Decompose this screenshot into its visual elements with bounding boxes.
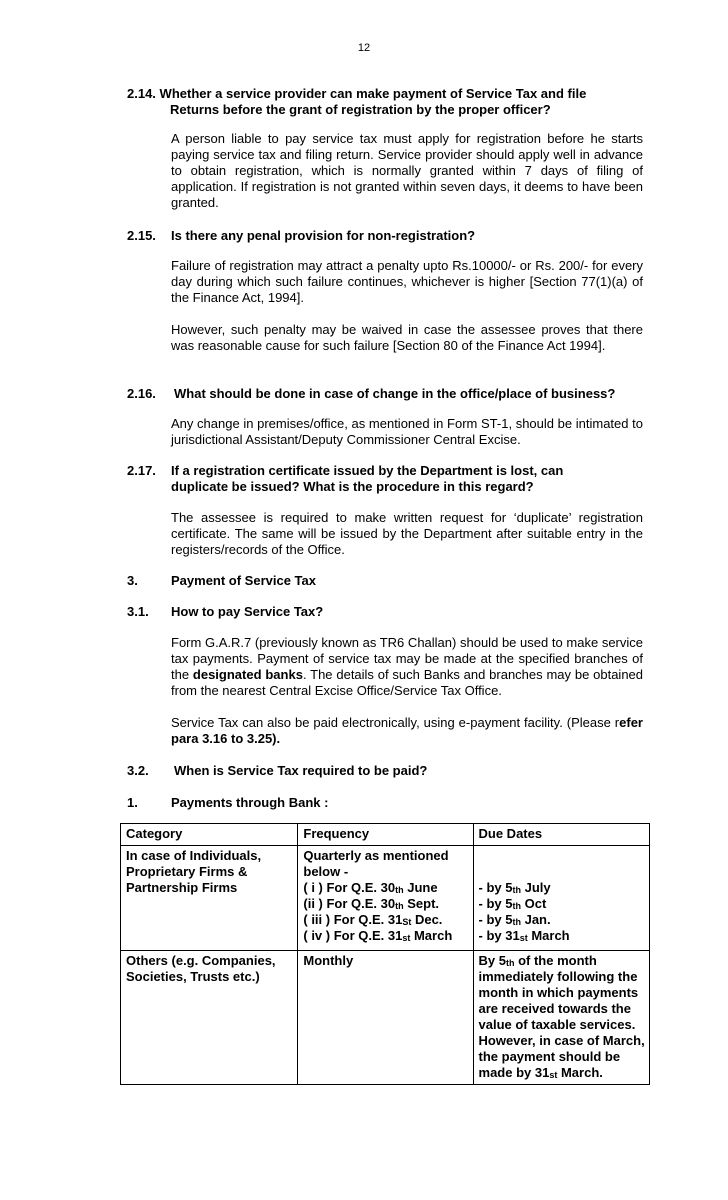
- question-text: When is Service Tax required to be paid?: [174, 763, 428, 778]
- question-text: How to pay Service Tax?: [171, 604, 324, 619]
- category-cell: In case of Individuals, Proprietary Firms & Partnership Firms: [121, 846, 298, 951]
- question-2-14: [127, 86, 647, 118]
- question-number: 2.15.: [127, 228, 156, 243]
- category-cell: Others (e.g. Companies, Societies, Trusts etc.): [121, 951, 298, 1085]
- table-header: Due Dates: [473, 824, 649, 846]
- section-heading-3: [127, 573, 647, 589]
- answer-3-1-part1: [171, 635, 643, 699]
- question-3-2: [127, 763, 647, 779]
- answer-2-16: Any change in premises/office, as mentioned in Form ST-1, should be intimated to jurisdictional Assistant/Deputy Commissioner Central Excise.: [171, 416, 643, 447]
- subheading-1: [127, 795, 647, 811]
- answer-2-15-part1: Failure of registration may attract a penalty upto Rs.10000/- or Rs. 200/- for every day during which such failure continues, whichever is higher [Section 77(1)(a) of the Finance Act, 1994].: [171, 258, 643, 305]
- frequency-item: ( iv ) For Q.E. $31_{st}$ March: [303, 928, 453, 943]
- section-number: 3.: [127, 573, 138, 588]
- subheading-number: 1.: [127, 795, 138, 810]
- answer-2-17: The assessee is required to make written request for ‘duplicate’ registration certificate. The same will be issued by the Department after suitable entry in the registers/records of the Office.: [171, 510, 643, 557]
- question-2-15: [127, 228, 647, 244]
- table-row: [121, 846, 650, 951]
- answer-bold-text: efer para 3.16 to 3.25).: [171, 715, 643, 746]
- question-number: 3.1.: [127, 604, 149, 619]
- frequency-intro: Quarterly as mentioned below -: [303, 848, 449, 879]
- due-dates-cell: By $5_{th}$ of the month immediately following the month in which payments are received towards the value of taxable services. However, in case of March, the payment should be made by $31_{st}$ March.: [473, 951, 649, 1085]
- due-date-item: - by $5_{th}$ July: [478, 880, 551, 895]
- frequency-cell: [298, 846, 473, 951]
- question-number: 2.17.: [127, 463, 156, 478]
- question-number: 3.2.: [127, 763, 149, 778]
- frequency-item: ( iii ) For Q.E. $31_{St}$ Dec.: [303, 912, 443, 927]
- question-number: 2.16.: [127, 386, 156, 401]
- table-header-row: [121, 824, 650, 846]
- question-text: Is there any penal provision for non-registration?: [171, 228, 476, 243]
- section-title: Payment of Service Tax: [171, 573, 316, 588]
- subheading-text: Payments through Bank :: [171, 795, 329, 810]
- answer-text: Service Tax can also be paid electronically, using e-payment facility. (Please r: [171, 715, 620, 730]
- payment-schedule-table: [120, 823, 650, 1085]
- table-header: Category: [121, 824, 298, 846]
- table-header: Frequency: [298, 824, 473, 846]
- due-date-item: - by $5_{th}$ Jan.: [478, 912, 551, 927]
- question-number: 2.14.: [127, 86, 156, 101]
- question-text-line1: If a registration certificate issued by the Department is lost, can: [171, 463, 564, 478]
- question-2-16: [127, 386, 647, 402]
- due-dates-cell: [473, 846, 649, 951]
- due-date-item: - by $31_{st}$ March: [478, 928, 570, 943]
- question-text: What should be done in case of change in the office/place of business?: [174, 386, 616, 401]
- question-3-1: [127, 604, 647, 620]
- frequency-cell: Monthly: [298, 951, 473, 1085]
- answer-bold-text: designated banks: [192, 667, 303, 682]
- due-date-item: - by $5_{th}$ Oct: [478, 896, 547, 911]
- answer-text: . The details of such Banks and branches may be obtained from the nearest Central Excise Office/Service Tax Office.: [171, 667, 644, 698]
- frequency-item: (ii ) For Q.E. $30_{th}$ Sept.: [303, 896, 440, 911]
- question-2-17: [127, 463, 647, 495]
- answer-2-15-part2: However, such penalty may be waived in case the assessee proves that there was reasonable cause for such failure [Section 80 of the Finance Act 1994].: [171, 322, 643, 353]
- question-text-line2: Returns before the grant of registration by the proper officer?: [170, 102, 551, 117]
- question-text-line2: duplicate be issued? What is the procedure in this regard?: [171, 479, 534, 494]
- frequency-item: ( i ) For Q.E. $30_{th}$ June: [303, 880, 438, 895]
- page-number: 12: [357, 42, 371, 54]
- answer-3-1-part2: [171, 715, 643, 747]
- answer-text: Form G.A.R.7 (previously known as TR6 Challan) should be used to make service tax payments. Payment of service tax may be made at the specified branches of the: [171, 635, 643, 682]
- question-text-line1: Whether a service provider can make payment of Service Tax and file: [159, 86, 587, 101]
- answer-2-14: A person liable to pay service tax must apply for registration before he starts paying service tax and filing return. Service provider should apply well in advance to obtain registration, which is normally granted within 7 days of filing of application. If registration is not granted within seven days, it deems to have been granted.: [171, 131, 643, 210]
- table-row: [121, 951, 650, 1085]
